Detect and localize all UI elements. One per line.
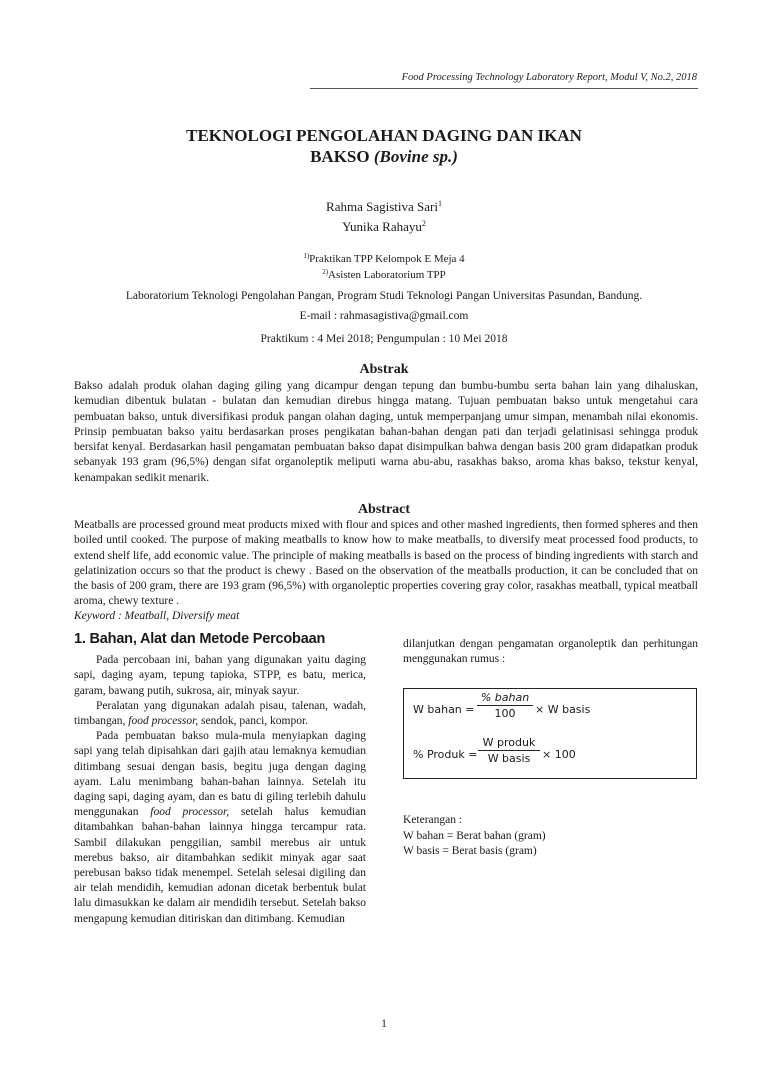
notes-line-1: W bahan = Berat bahan (gram)	[403, 829, 546, 842]
abstrak-heading: Abstrak	[359, 362, 409, 377]
notes-line-2: W basis = Berat basis (gram)	[403, 845, 537, 857]
title-line-2	[0, 146, 768, 167]
formula-1-denominator: 100	[494, 707, 516, 720]
affiliation-1	[0, 250, 768, 266]
affiliations	[0, 250, 768, 282]
page-number: 1	[381, 1018, 387, 1030]
section-1-heading: 1. Bahan, Alat dan Metode Percobaan	[74, 631, 326, 647]
affiliation-1-sup: 1)	[303, 252, 310, 260]
authors	[0, 195, 768, 235]
method-text-b: setelah halus kemudian ditambahkan bahan-bahan lainnya hingga tercampur rata. Sambil dilakukan penggilian, sambil merebus air untuk merebus bakso, air ditambahkan sedikit minyak agar saat perebusan bakso tidak menempel. Setelah selesai digiling dan air telah mendidih, kemudian adonan dicetak berbentuk bulat lalu dimasukkan ke dalam air mendidih tersebut. Setelah bakso mengapung kemudian ditiriskan dan ditimbang. Kemudian	[74, 806, 366, 925]
formula-2-denominator: W basis	[487, 752, 531, 765]
paragraph-method	[74, 729, 366, 927]
author-1	[0, 195, 768, 215]
author-1-name: Rahma Sagistiva Sari	[326, 199, 438, 214]
running-header: Food Processing Technology Laboratory Report, Modul V, No.2, 2018	[401, 72, 697, 83]
formula-1-numerator: % bahan	[477, 691, 533, 706]
affiliation-2	[0, 266, 768, 282]
author-2	[0, 215, 768, 235]
formula-notes	[403, 813, 546, 860]
formula-2-rhs: × 100	[542, 748, 576, 761]
author-2-sup: 2	[421, 219, 426, 228]
affiliation-2-text: Asisten Laboratorium TPP	[328, 269, 446, 281]
author-1-sup: 1	[437, 199, 442, 208]
abstrak-text: Bakso adalah produk olahan daging giling yang dicampur dengan tepung dan bumbu-bumbu serta bahan lain yang dihaluskan, kemudian dibentuk bulatan - bulatan dan kemudian direbus hingga matang. Tujuan pembuatan bakso untuk mengetahui cara pembuatan bakso, untuk diversifikasi produk pangan olahan daging, untuk memperpanjang umur simpan, menambah nilai ekonomis. Prinsip pembuatan bakso yaitu berdasarkan proses pengikatan bahan-bahan dengan pati dan terjadi gelatinisasi sehingga produk bersifat kenyal. Berdasarkan hasil pengamatan pembuatan bakso dapat disimpulkan bahwa dengan basis 200 gram didapatkan produk sebanyak 193 gram (96,5%) dengan sifat organoleptik meliputi warna abu-abu, rasakhas bakso, aroma khas bakso, tekstur kenyal, kenampakan sedikit menarik.	[74, 380, 698, 484]
left-column	[74, 632, 366, 927]
paragraph-materials: Pada percobaan ini, bahan yang digunakan yaitu daging sapi, daging ayam, tepung tapioka, STPP, es batu, merica, garam, bawang putih, sukrosa, air, minyak sayur.	[74, 654, 366, 697]
paragraph-tools	[74, 699, 366, 729]
affiliation-1-text: Praktikan TPP Kelompok E Meja 4	[309, 253, 465, 265]
title-species: (Bovine sp.)	[373, 147, 458, 166]
practicum-dates: Praktikum : 4 Mei 2018; Pengumpulan : 10 Mei 2018	[260, 333, 508, 345]
formula-2-lhs: % Produk =	[413, 748, 478, 761]
notes-heading: Keterangan :	[403, 814, 463, 826]
formula-2-fraction	[478, 736, 540, 765]
tools-text-b: sendok, panci, kompor.	[198, 715, 309, 728]
abstract-text: Meatballs are processed ground meat products mixed with flour and spices and other mashed ingredients, then formed spheres and then boiled until cooked. The purpose of making meatballs to know how to make meatballs, to diversify meat processed food products, to extend shelf life, add economic value. The principle of making meatballs is based on the process of binding ingredients with starch and gelatinization occurs so that the product is chewy . Based on the observation of the meatballs production, it can be concluded that on the basis of 200 gram, there are 193 gram (96,5%) with organoleptic properties covering gray color, rasakhas meatball, typical meatball aroma, chewy texture .	[74, 519, 698, 608]
formula-2-numerator: W produk	[478, 736, 540, 751]
title-line-1: TEKNOLOGI PENGOLAHAN DAGING DAN IKAN	[186, 126, 582, 145]
title-main: BAKSO	[310, 147, 374, 166]
affiliation-2-sup: 2)	[322, 268, 329, 276]
formula-box	[403, 688, 697, 779]
lab-affiliation: Laboratorium Teknologi Pengolahan Pangan, Program Studi Teknologi Pangan Universitas Pasundan, Bandung.	[125, 290, 643, 302]
author-2-name: Yunika Rahayu	[342, 219, 422, 234]
method-text-italic: food processor,	[150, 806, 230, 819]
tools-text-a: Peralatan yang digunakan adalah pisau, talenan, wadah, timbangan,	[74, 699, 366, 728]
abstract-heading: Abstract	[357, 502, 411, 517]
keywords: Keyword : Meatball, Diversify meat	[74, 610, 240, 622]
paper-title	[0, 125, 768, 167]
formula-1-rhs: × W basis	[535, 703, 591, 716]
formula-1-lhs: W bahan =	[413, 703, 475, 716]
method-text-a: Pada pembuatan bakso mula-mula menyiapkan daging sapi yang telah dipisahkan dari gajih atau lemaknya kemudian ditimbang sesuai dengan basis, begitu juga dengan daging ayam. Lalu menimbang bahan-bahan lainnya. Setelah itu daging sapi, daging ayam, dan es batu di giling terlebih dahulu menggunakan	[74, 730, 366, 819]
tools-text-italic: food processor,	[128, 715, 199, 728]
contact-email: E-mail : rahmasagistiva@gmail.com	[299, 310, 469, 322]
header-rule	[310, 88, 698, 89]
right-column-intro: dilanjutkan dengan pengamatan organoleptik dan perhitungan menggunakan rumus :	[403, 638, 698, 666]
formula-1-fraction	[477, 691, 533, 720]
